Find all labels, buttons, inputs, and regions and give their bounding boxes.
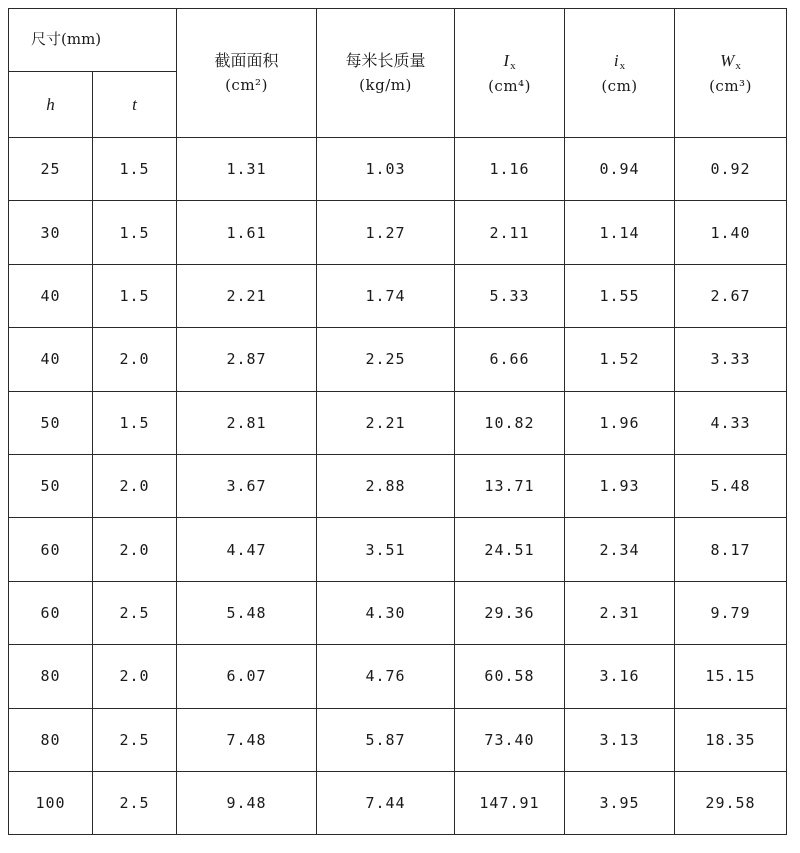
cell-thickness: 1.5 (93, 264, 177, 327)
cell-moment-of-inertia: 60.58 (455, 645, 565, 708)
section-properties-table (8, 8, 787, 835)
moment-of-inertia-symbol: I (503, 50, 510, 70)
cell-thickness: 2.5 (93, 771, 177, 834)
cell-mass: 5.87 (317, 708, 455, 771)
cell-area: 9.48 (177, 771, 317, 834)
cell-radius-of-gyration: 2.31 (565, 581, 675, 644)
cell-height: 25 (9, 138, 93, 201)
cell-height: 50 (9, 391, 93, 454)
table-row (9, 201, 787, 264)
table-row (9, 708, 787, 771)
cell-mass: 1.27 (317, 201, 455, 264)
cell-thickness: 2.0 (93, 645, 177, 708)
area-header-unit: (cm²) (225, 75, 268, 94)
cell-mass: 4.30 (317, 581, 455, 644)
table-row (9, 138, 787, 201)
cell-mass: 2.88 (317, 454, 455, 517)
cell-thickness: 2.5 (93, 581, 177, 644)
cell-moment-of-inertia: 147.91 (455, 771, 565, 834)
cell-thickness: 2.0 (93, 454, 177, 517)
cell-moment-of-inertia: 73.40 (455, 708, 565, 771)
cell-radius-of-gyration: 1.14 (565, 201, 675, 264)
cell-radius-of-gyration: 1.96 (565, 391, 675, 454)
cell-area: 2.21 (177, 264, 317, 327)
cell-area: 7.48 (177, 708, 317, 771)
mass-header-name: 每米长质量 (345, 50, 426, 70)
cell-section-modulus: 0.92 (675, 138, 787, 201)
cell-moment-of-inertia: 6.66 (455, 328, 565, 391)
cell-mass: 7.44 (317, 771, 455, 834)
table-row (9, 518, 787, 581)
thickness-header: t (93, 72, 177, 138)
table-row (9, 771, 787, 834)
cell-height: 60 (9, 518, 93, 581)
cell-section-modulus: 29.58 (675, 771, 787, 834)
cell-height: 100 (9, 771, 93, 834)
cell-thickness: 2.0 (93, 328, 177, 391)
area-header (177, 9, 317, 138)
cell-moment-of-inertia: 10.82 (455, 391, 565, 454)
cell-moment-of-inertia: 2.11 (455, 201, 565, 264)
cell-mass: 1.03 (317, 138, 455, 201)
cell-section-modulus: 15.15 (675, 645, 787, 708)
cell-mass: 2.21 (317, 391, 455, 454)
moment-of-inertia-header (455, 9, 565, 138)
header-row-1 (9, 9, 787, 72)
cell-section-modulus: 1.40 (675, 201, 787, 264)
cell-section-modulus: 3.33 (675, 328, 787, 391)
cell-moment-of-inertia: 24.51 (455, 518, 565, 581)
cell-area: 3.67 (177, 454, 317, 517)
cell-moment-of-inertia: 5.33 (455, 264, 565, 327)
cell-radius-of-gyration: 1.52 (565, 328, 675, 391)
cell-section-modulus: 9.79 (675, 581, 787, 644)
section-modulus-header (675, 9, 787, 138)
cell-section-modulus: 5.48 (675, 454, 787, 517)
table-row (9, 328, 787, 391)
cell-thickness: 2.0 (93, 518, 177, 581)
moment-of-inertia-unit: (cm⁴) (488, 76, 531, 95)
cell-area: 4.47 (177, 518, 317, 581)
area-header-name: 截面面积 (214, 50, 279, 70)
table-row (9, 391, 787, 454)
cell-area: 2.87 (177, 328, 317, 391)
cell-radius-of-gyration: 3.13 (565, 708, 675, 771)
cell-area: 6.07 (177, 645, 317, 708)
cell-section-modulus: 8.17 (675, 518, 787, 581)
height-header: h (9, 72, 93, 138)
mass-header (317, 9, 455, 138)
cell-height: 60 (9, 581, 93, 644)
cell-moment-of-inertia: 1.16 (455, 138, 565, 201)
cell-area: 1.31 (177, 138, 317, 201)
cell-section-modulus: 2.67 (675, 264, 787, 327)
cell-moment-of-inertia: 29.36 (455, 581, 565, 644)
table-row (9, 454, 787, 517)
cell-height: 30 (9, 201, 93, 264)
cell-height: 40 (9, 264, 93, 327)
cell-radius-of-gyration: 1.55 (565, 264, 675, 327)
moment-of-inertia-subscript: x (510, 59, 516, 72)
cell-mass: 2.25 (317, 328, 455, 391)
cell-height: 40 (9, 328, 93, 391)
radius-of-gyration-symbol: i (613, 50, 619, 70)
cell-mass: 3.51 (317, 518, 455, 581)
cell-radius-of-gyration: 3.95 (565, 771, 675, 834)
mass-header-unit: (kg/m) (359, 75, 412, 94)
table-row (9, 645, 787, 708)
cell-area: 1.61 (177, 201, 317, 264)
cell-thickness: 1.5 (93, 391, 177, 454)
dimension-group-header: 尺寸(mm) (9, 9, 177, 72)
radius-of-gyration-subscript: x (619, 59, 626, 72)
radius-of-gyration-header (565, 9, 675, 138)
section-modulus-subscript: x (735, 59, 741, 72)
cell-mass: 4.76 (317, 645, 455, 708)
cell-mass: 1.74 (317, 264, 455, 327)
cell-height: 80 (9, 708, 93, 771)
cell-radius-of-gyration: 0.94 (565, 138, 675, 201)
cell-thickness: 1.5 (93, 201, 177, 264)
cell-radius-of-gyration: 1.93 (565, 454, 675, 517)
table-row (9, 264, 787, 327)
cell-moment-of-inertia: 13.71 (455, 454, 565, 517)
cell-radius-of-gyration: 2.34 (565, 518, 675, 581)
cell-height: 80 (9, 645, 93, 708)
table-body (9, 138, 787, 835)
radius-of-gyration-unit: (cm) (601, 76, 638, 95)
cell-area: 5.48 (177, 581, 317, 644)
cell-thickness: 1.5 (93, 138, 177, 201)
section-modulus-unit: (cm³) (709, 76, 752, 95)
cell-radius-of-gyration: 3.16 (565, 645, 675, 708)
cell-section-modulus: 4.33 (675, 391, 787, 454)
cell-section-modulus: 18.35 (675, 708, 787, 771)
cell-thickness: 2.5 (93, 708, 177, 771)
section-modulus-symbol: W (720, 50, 735, 70)
cell-height: 50 (9, 454, 93, 517)
table-row (9, 581, 787, 644)
cell-area: 2.81 (177, 391, 317, 454)
